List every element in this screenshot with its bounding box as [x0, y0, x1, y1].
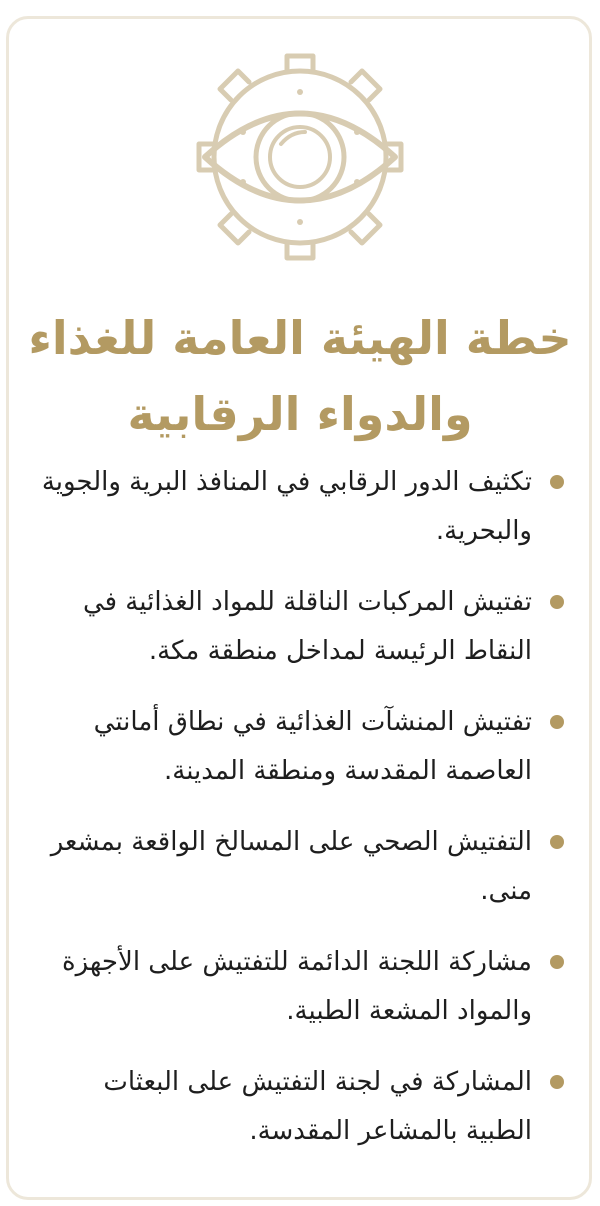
list-item-text: تفتيش المركبات الناقلة للمواد الغذائية في النقاط الرئيسة لمداخل منطقة مكة.	[82, 587, 532, 666]
list-item-text: تكثيف الدور الرقابي في المنافذ البرية والجوية والبحرية.	[41, 467, 532, 546]
list-item	[30, 1058, 568, 1156]
bullet-icon	[550, 835, 564, 849]
bullet-icon	[550, 955, 564, 969]
list-item	[30, 458, 568, 556]
title-line-1: خطة الهيئة العامة للغذاء	[28, 311, 572, 365]
bullet-icon	[550, 595, 564, 609]
bullet-icon	[550, 1075, 564, 1089]
list-item-text: المشاركة في لجنة التفتيش على البعثات الطبية بالمشاعر المقدسة.	[103, 1067, 532, 1146]
title-line-2: والدواء الرقابية	[127, 387, 473, 441]
list-item-text: تفتيش المنشآت الغذائية في نطاق أمانتي العاصمة المقدسة ومنطقة المدينة.	[93, 707, 532, 786]
list-item	[30, 938, 568, 1036]
list-item-text: التفتيش الصحي على المسالخ الواقعة بمشعر منى.	[50, 827, 532, 906]
list-item	[30, 578, 568, 676]
inspection-plan-list	[30, 458, 568, 1178]
bullet-icon	[550, 715, 564, 729]
eye-in-gear-icon	[183, 40, 417, 274]
list-item	[30, 698, 568, 796]
page-title	[20, 300, 580, 452]
list-item-text: مشاركة اللجنة الدائمة للتفتيش على الأجهزة والمواد المشعة الطبية.	[61, 947, 532, 1026]
list-item	[30, 818, 568, 916]
bullet-icon	[550, 475, 564, 489]
